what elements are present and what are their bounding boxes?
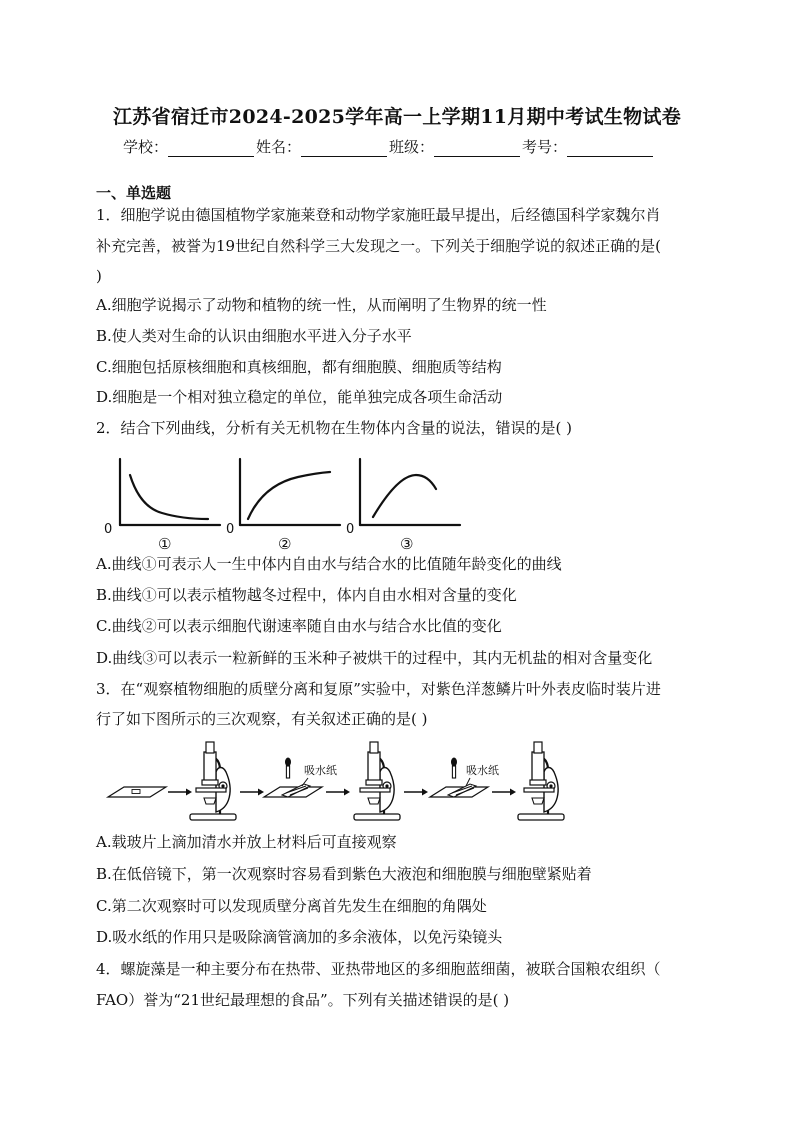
microscope-3 [518, 742, 564, 820]
name-label: 姓名： [256, 138, 302, 156]
microscope-2 [354, 742, 400, 820]
graph-1-number-label: ① [158, 535, 172, 553]
q2-stem: 2．结合下列曲线，分析有关无机物在生物体内含量的说法，错误的是( ) [96, 419, 573, 437]
exam-number-blank[interactable] [567, 140, 653, 157]
q2-option-d[interactable]: D.曲线③可以表示一粒新鲜的玉米种子被烘干的过程中，其内无机盐的相对含量变化 [96, 649, 653, 667]
class-label: 班级： [389, 138, 435, 156]
q1-stem-line-3: ) [96, 267, 102, 285]
graph-3-number-label: ③ [400, 535, 414, 553]
q2-option-c[interactable]: C.曲线②可以表示细胞代谢速率随自由水与结合水比值的变化 [96, 617, 502, 635]
graph-2-number-label: ② [278, 535, 292, 553]
class-blank[interactable] [434, 140, 520, 157]
name-blank[interactable] [301, 140, 387, 157]
school-blank[interactable] [168, 140, 254, 157]
school-label: 学校： [123, 138, 169, 156]
q3-option-b[interactable]: B.在低倍镜下，第一次观察时容易看到紫色大液泡和细胞膜与细胞壁紧贴着 [96, 865, 592, 883]
curve-graph-3 [360, 459, 460, 525]
q4-stem-line-2: FAO）誉为“21世纪最理想的食品”。下列有关描述错误的是( ) [96, 991, 510, 1009]
q1-stem-line-2: 补充完善，被誉为19世纪自然科学三大发现之一。下列关于细胞学说的叙述正确的是( [96, 237, 661, 255]
graph-1-origin-label: 0 [104, 522, 113, 537]
q1-option-b[interactable]: B.使人类对生命的认识由细胞水平进入分子水平 [96, 327, 412, 345]
absorbent-paper-label-1: 吸水纸 [304, 764, 337, 777]
q3-option-c[interactable]: C.第二次观察时可以发现质壁分离首先发生在细胞的角隅处 [96, 897, 487, 915]
q1-option-a[interactable]: A.细胞学说揭示了动物和植物的统一性，从而阐明了生物界的统一性 [96, 296, 547, 314]
absorbent-paper-label-2: 吸水纸 [466, 764, 499, 777]
dropper-2 [451, 758, 457, 779]
q3-option-d[interactable]: D.吸水纸的作用只是吸除滴管滴加的多余液体，以免污染镜头 [96, 928, 503, 946]
curve-graph-1 [120, 459, 220, 525]
student-info-row [123, 136, 655, 157]
q1-option-d[interactable]: D.细胞是一个相对独立稳定的单位，能单独完成各项生命活动 [96, 388, 503, 406]
q3-stem-line-1: 3．在“观察植物细胞的质壁分离和复原”实验中，对紫色洋葱鳞片叶外表皮临时装片进 [96, 680, 661, 698]
graph-2-origin-label: 0 [226, 522, 235, 537]
q1-stem-line-1: 1．细胞学说由德国植物学家施莱登和动物学家施旺最早提出，后经德国科学家魏尔肖 [96, 206, 661, 224]
slide-3 [430, 784, 488, 797]
q2-curves-figure [98, 455, 478, 555]
q3-microscope-figure [104, 740, 584, 824]
exam-title: 江苏省宿迁市2024-2025学年高一上学期11月期中考试生物试卷 [113, 106, 681, 128]
arrow-1 [168, 789, 192, 796]
slide-1 [108, 787, 166, 797]
dropper-1 [285, 758, 291, 779]
arrow-2 [240, 789, 264, 796]
slide-2 [264, 784, 322, 797]
section-title: 一、单选题 [96, 184, 172, 202]
exam-number-label: 考号： [522, 138, 568, 156]
arrow-3 [326, 789, 350, 796]
curve-graph-2 [240, 459, 340, 525]
microscope-1 [190, 742, 236, 820]
arrow-4 [404, 789, 428, 796]
q1-option-c[interactable]: C.细胞包括原核细胞和真核细胞，都有细胞膜、细胞质等结构 [96, 358, 502, 376]
q4-stem-line-1: 4．螺旋藻是一种主要分布在热带、亚热带地区的多细胞蓝细菌，被联合国粮农组织（ [96, 960, 661, 978]
q3-option-a[interactable]: A.载玻片上滴加清水并放上材料后可直接观察 [96, 833, 397, 851]
graph-3-origin-label: 0 [346, 522, 355, 537]
q2-option-a[interactable]: A.曲线①可表示人一生中体内自由水与结合水的比值随年龄变化的曲线 [96, 555, 562, 573]
arrow-5 [492, 789, 516, 796]
q3-stem-line-2: 行了如下图所示的三次观察，有关叙述正确的是( ) [96, 710, 428, 728]
q2-option-b[interactable]: B.曲线①可以表示植物越冬过程中，体内自由水相对含量的变化 [96, 586, 517, 604]
